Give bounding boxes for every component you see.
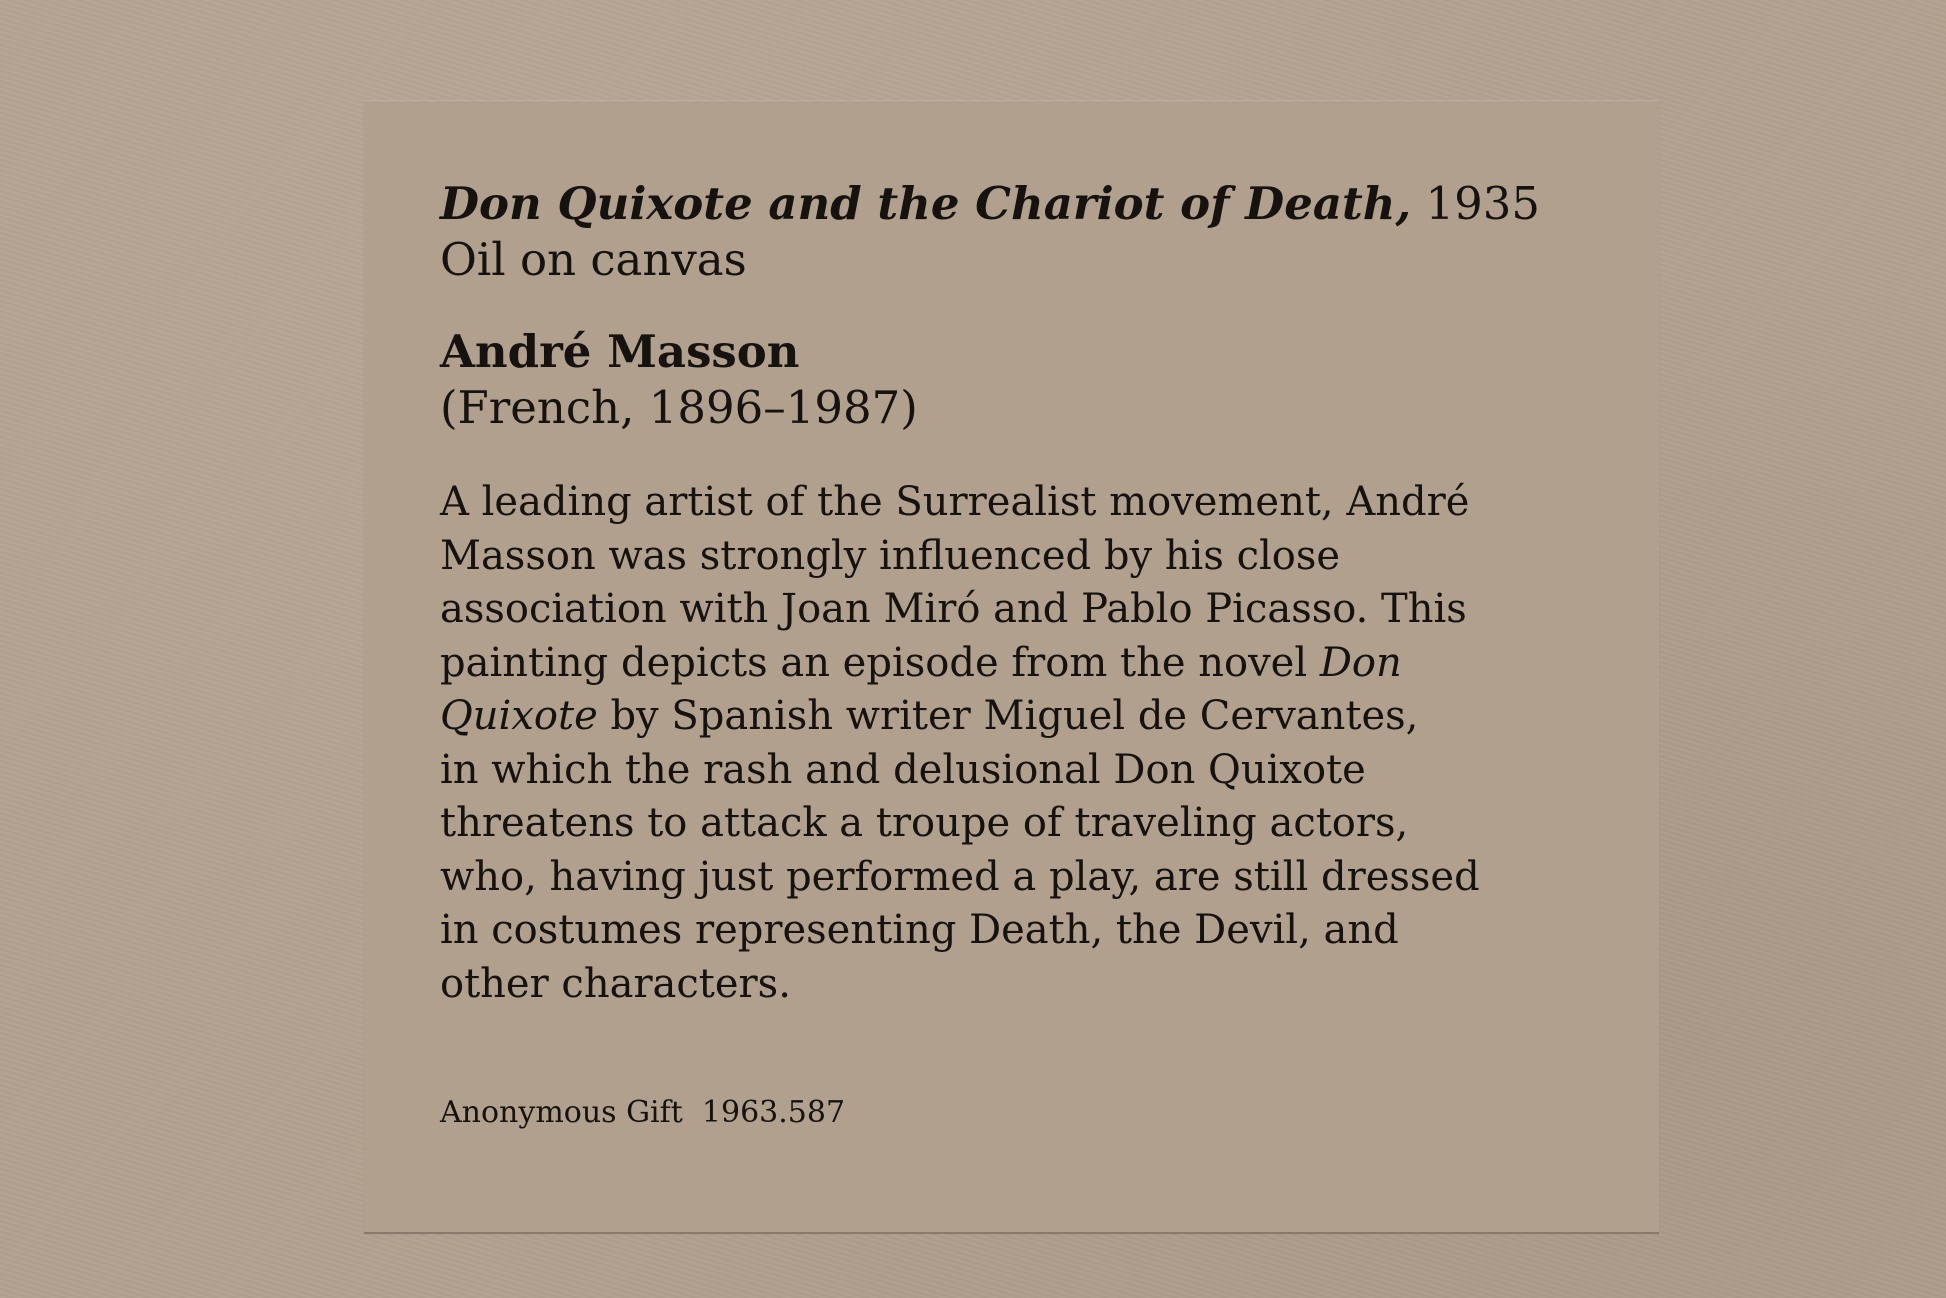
novel-title-italic: Quixote xyxy=(440,693,598,739)
panel-top-edge xyxy=(364,100,1659,103)
credit-line xyxy=(440,1093,1600,1133)
description-line: association with Joan Miró and Pablo Picasso. This xyxy=(440,586,1467,632)
description-line: in which the rash and delusional Don Quixote xyxy=(440,746,1366,793)
description-line: who, having just performed a play, are still dressed xyxy=(440,853,1480,900)
description-line xyxy=(440,637,1600,691)
description-line: A leading artist of the Surrealist movement, André xyxy=(440,479,1470,525)
artwork-title: Don Quixote and the Chariot of Death, xyxy=(440,177,1412,230)
description-line: Masson was strongly influenced by his close xyxy=(440,532,1341,579)
description-line xyxy=(440,690,1600,744)
description-line: in costumes representing Death, the Devil, and xyxy=(440,907,1399,953)
description-text: by Spanish writer Miguel de Cervantes, xyxy=(597,693,1419,739)
description-text: painting depicts an episode from the novel xyxy=(440,639,1320,686)
novel-title-italic: Don xyxy=(1319,639,1402,686)
panel-bottom-edge xyxy=(364,1232,1659,1234)
museum-label-text xyxy=(440,176,1600,1133)
accession-number: 1963.587 xyxy=(701,1095,846,1130)
description-line: other characters. xyxy=(440,960,791,1007)
credit-text: Anonymous Gift xyxy=(440,1095,683,1130)
artwork-medium: Oil on canvas xyxy=(440,233,747,286)
artwork-date: 1935 xyxy=(1425,177,1540,230)
description-line: threatens to attack a troupe of traveling actors, xyxy=(440,800,1409,846)
artwork-description xyxy=(440,476,1600,1011)
artist-name: André Masson xyxy=(440,325,800,378)
artwork-title-line xyxy=(440,176,1600,232)
artist-nationality-dates: (French, 1896–1987) xyxy=(440,381,918,434)
